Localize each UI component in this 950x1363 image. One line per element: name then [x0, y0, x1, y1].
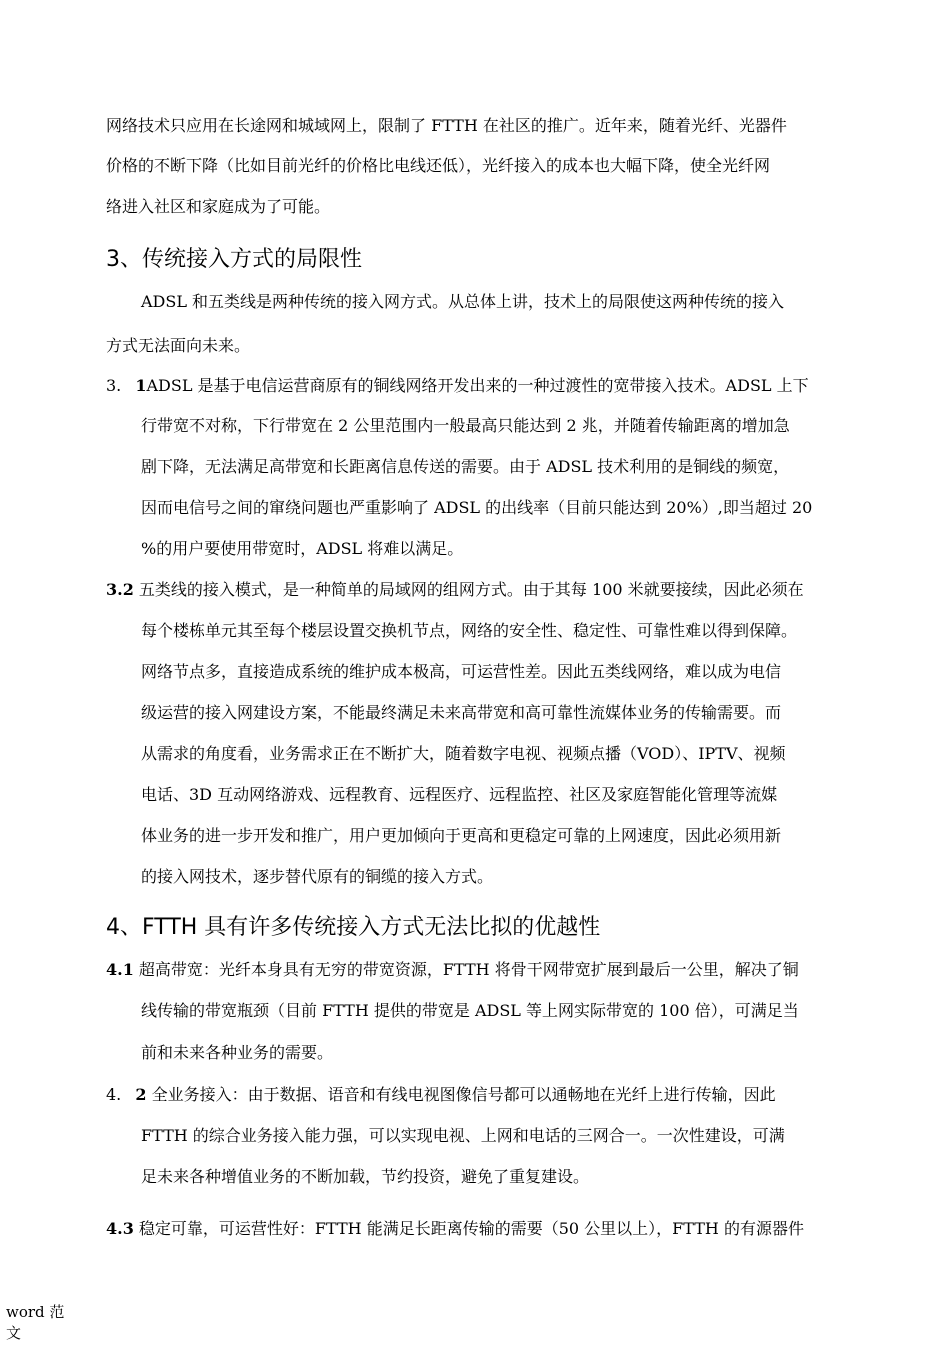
section-4-heading: 4、FTTH 具有许多传统接入方式无法比拟的优越性: [106, 915, 601, 940]
item-3-2-line: 从需求的角度看，业务需求正在不断扩大，随着数字电视、视频点播（VOD）、IPTV、视频: [141, 744, 786, 763]
item-4-1-line: 线传输的带宽瓶颈（目前 FTTH 提供的带宽是 ADSL 等上网实际带宽的 100 倍），可满足当: [141, 1001, 799, 1020]
item-4-2-text: 全业务接入：由于数据、语音和有线电视图像信号都可以通畅地在光纤上进行传输，因此: [146, 1085, 776, 1104]
item-3-2-first-line: [106, 580, 804, 600]
item-3-1-line: 剧下降，无法满足高带宽和长距离信息传送的需要。由于 ADSL 技术利用的是铜线的频宽，: [141, 457, 790, 476]
item-4-3-number: 4.3: [106, 1219, 134, 1238]
item-3-1-number: 1: [135, 376, 147, 395]
item-3-1-line: 因而电信号之间的窜绕问题也严重影响了 ADSL 的出线率（目前只能达到 20%）,即当超过 20: [141, 498, 813, 517]
item-3-1-line: 行带宽不对称，下行带宽在 2 公里范围内一般最高只能达到 2 兆，并随着传输距离的增加急: [141, 416, 790, 435]
item-4-3-text: 稳定可靠，可运营性好：FTTH 能满足长距离传输的需要（50 公里以上），FTTH 的有源器件: [133, 1219, 804, 1238]
section-3-heading: 3、传统接入方式的局限性: [106, 247, 362, 272]
footer-label-line1: word 范: [6, 1303, 65, 1321]
item-3-1-text: ADSL 是基于电信运营商原有的铜线网络开发出来的一种过渡性的宽带接入技术。ADSL 上下: [146, 376, 809, 395]
item-3-2-line: 网络节点多，直接造成系统的维护成本极高，可运营性差。因此五类线网络，难以成为电信: [141, 662, 782, 681]
intro-line: 络进入社区和家庭成为了可能。: [106, 197, 331, 216]
item-3-2-number: 3.2: [106, 580, 134, 599]
item-4-2-first-line: [106, 1085, 776, 1105]
intro-line: 网络技术只应用在长途网和城域网上，限制了 FTTH 在社区的推广。近年来，随着光纤、光器件: [106, 116, 787, 135]
item-4-2-prefix: 4.: [106, 1085, 122, 1104]
footer-label-line2: 文: [6, 1324, 22, 1342]
item-3-1-first-line: [106, 376, 809, 396]
item-3-1-line: %的用户要使用带宽时，ADSL 将难以满足。: [141, 539, 464, 558]
item-3-2-text: 五类线的接入模式，是一种简单的局域网的组网方式。由于其每 100 米就要接续，因此必须在: [133, 580, 804, 599]
item-4-2-line: FTTH 的综合业务接入能力强，可以实现电视、上网和电话的三网合一。一次性建设，可满: [141, 1126, 785, 1145]
item-4-1-text: 超高带宽：光纤本身具有无穷的带宽资源，FTTH 将骨干网带宽扩展到最后一公里，解决了铜: [133, 960, 799, 979]
item-3-2-line: 电话、3D 互动网络游戏、远程教育、远程医疗、远程监控、社区及家庭智能化管理等流媒: [141, 785, 778, 804]
item-4-2-line: 足未来各种增值业务的不断加载，节约投资，避免了重复建设。: [141, 1167, 590, 1186]
intro-line: 价格的不断下降（比如目前光纤的价格比电线还低），光纤接入的成本也大幅下降，使全光纤网: [106, 156, 771, 175]
item-3-2-line: 的接入网技术，逐步替代原有的铜缆的接入方式。: [141, 867, 494, 886]
item-4-1-number: 4.1: [106, 960, 134, 979]
item-3-2-line: 级运营的接入网建设方案，不能最终满足未来高带宽和高可靠性流媒体业务的传输需要。而: [141, 703, 782, 722]
item-3-2-line: 每个楼栋单元其至每个楼层设置交换机节点，网络的安全性、稳定性、可靠性难以得到保障。: [141, 621, 798, 640]
section-3-paragraph-line: 方式无法面向未来。: [106, 336, 251, 355]
item-4-2-number: 2: [135, 1085, 147, 1104]
item-3-2-line: 体业务的进一步开发和推广，用户更加倾向于更高和更稳定可靠的上网速度，因此必须用新: [141, 826, 782, 845]
item-4-1-line: 前和未来各种业务的需要。: [141, 1043, 334, 1062]
section-3-paragraph-line: ADSL 和五类线是两种传统的接入网方式。从总体上讲，技术上的局限使这两种传统的接入: [141, 292, 785, 311]
item-4-1-first-line: [106, 960, 799, 980]
item-4-3-first-line: [106, 1219, 804, 1239]
item-3-1-prefix: 3.: [106, 376, 122, 395]
